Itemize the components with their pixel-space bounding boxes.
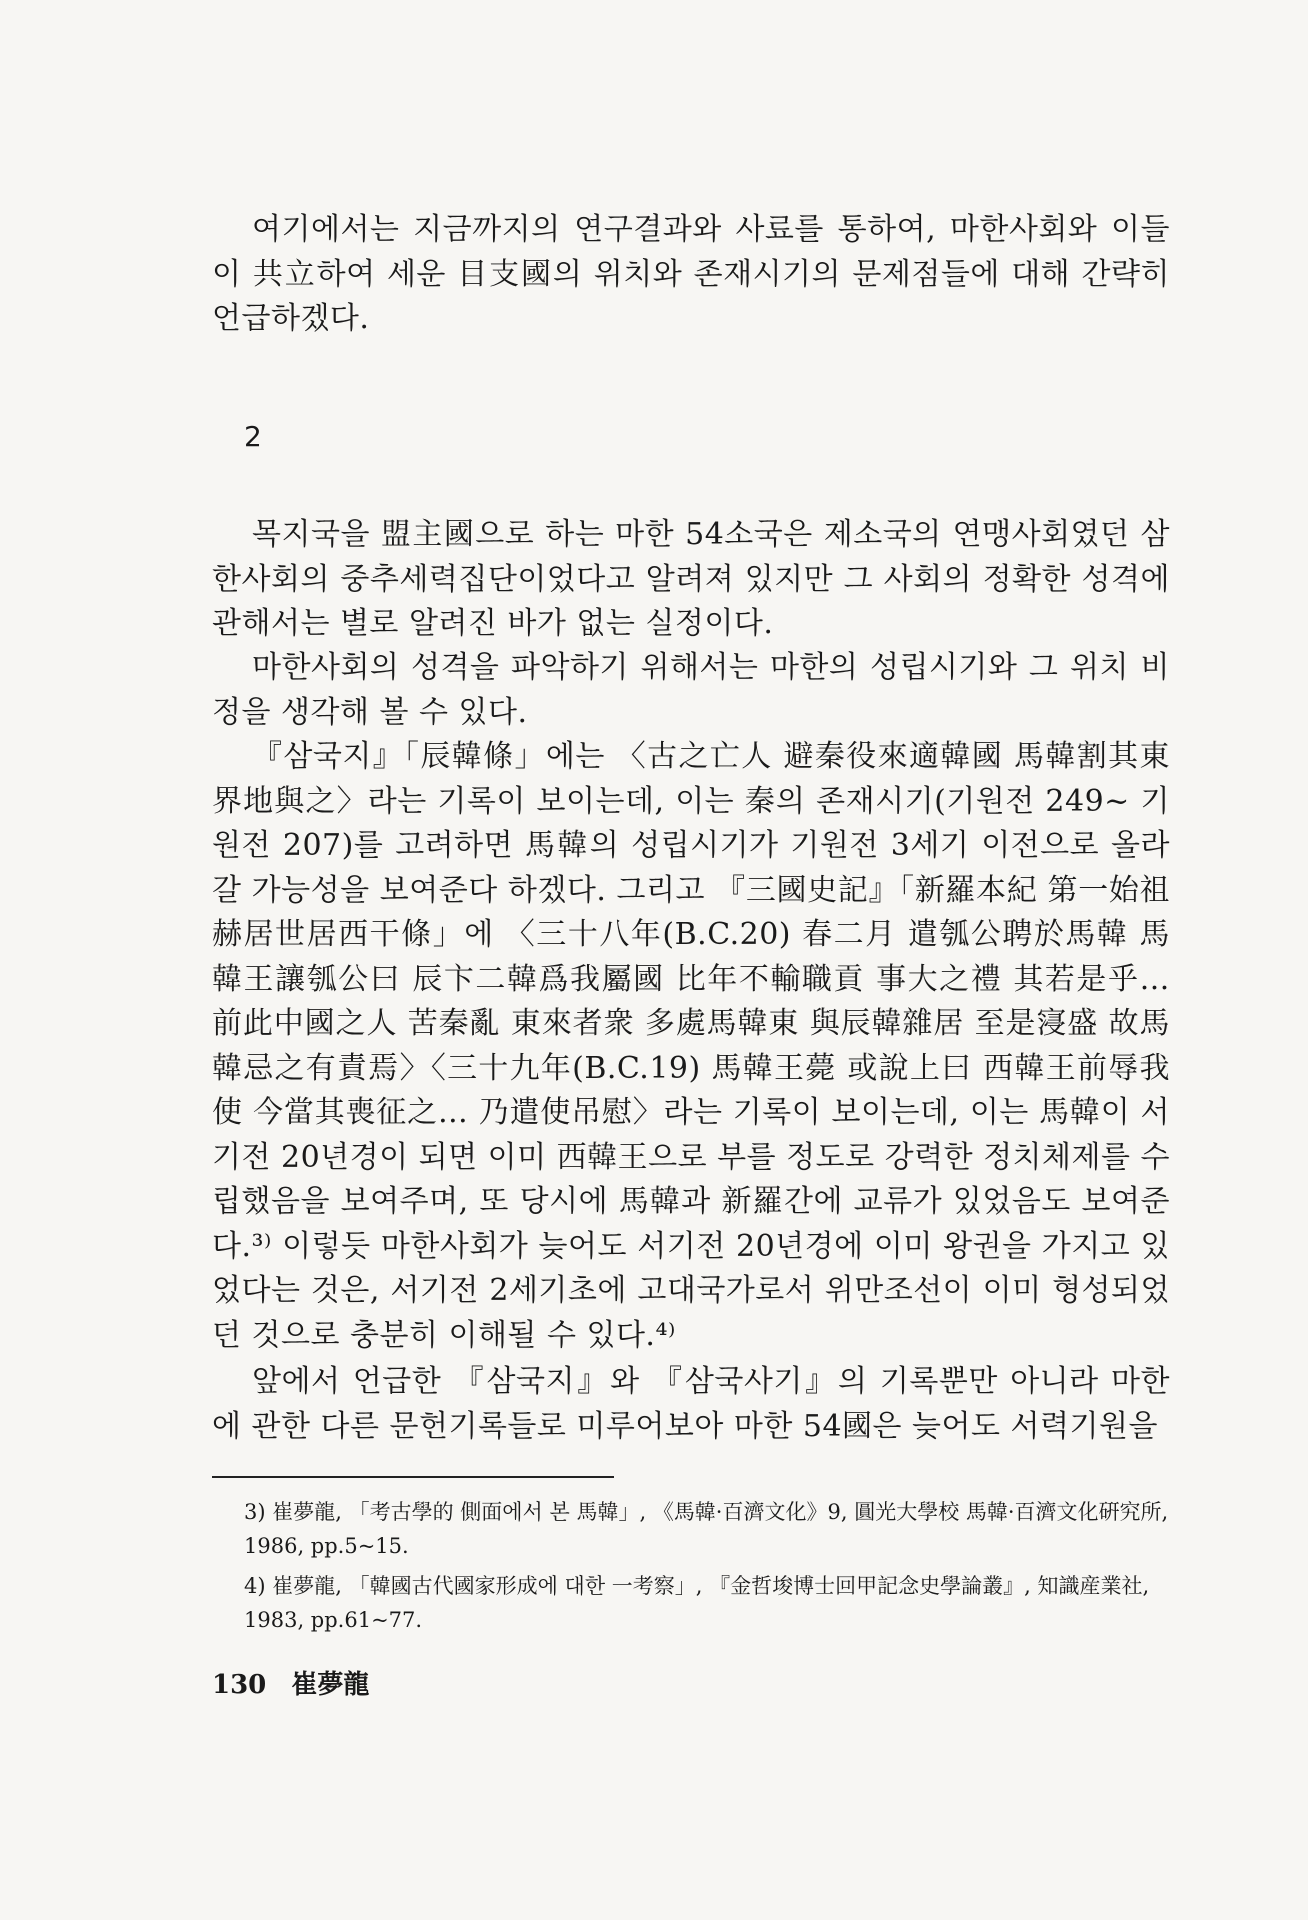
body-paragraph-3: 『삼국지』「辰韓條」에는 〈古之亡人 避秦役來適韓國 馬韓割其東界地與之〉라는 기록이 보이는데, 이는 秦의 존재시기(기원전 249~ 기원전 207)를 고려하면 馬韓의 성립시기가 기원전 3세기 이전으로 올라갈 가능성을 보여준다 하겠다. 그리고 『三國史記』「新羅本紀 第一始祖赫居世居西干條」에 〈三十八年(B.C.20) 春二月 遣瓠公聘於馬韓 馬韓王讓瓠公曰 辰卞二韓爲我屬國 比年不輸職貢 事大之禮 其若是乎… 前此中國之人 苦秦亂 東來者衆 多處馬韓東 與辰韓雜居 至是寖盛 故馬韓忌之有責焉〉〈三十九年(B.C.19) 馬韓王薨 或說上曰 西韓王前辱我使 今當其喪征之… 乃遣使吊慰〉라는 기록이 보이는데, 이는 馬韓이 서기전 20년경이 되면 이미 西韓王으로 부를 정도로 강력한 정치체제를 수립했음을 보여주며, 또 당시에 馬韓과 新羅간에 교류가 있었음도 보여준다.³⁾ 이렇듯 마한사회가 늦어도 서기전 20년경에 이미 왕권을 가지고 있었다는 것은, 서기전 2세기초에 고대국가로서 위만조선이 이미 형성되었던 것으로 충분히 이해될 수 있다.⁴⁾ [212, 739, 1170, 1353]
footnote-3: 3) 崔夢龍, 「考古學的 側面에서 본 馬韓」, 《馬韓·百濟文化》9, 圓光大學校 馬韓·百濟文化硏究所, 1986, pp.5~15. [244, 1500, 1169, 1558]
page-number: 130 [212, 1670, 267, 1700]
footnote-4: 4) 崔夢龍, 「韓國古代國家形成에 대한 一考察」, 『金哲埈博士回甲記念史學論叢』, 知識産業社, 1983, pp.61~77. [244, 1574, 1150, 1632]
body-paragraph-4: 앞에서 언급한 『삼국지』와 『삼국사기』의 기록뿐만 아니라 마한에 관한 다른 문헌기록들로 미루어보아 마한 54國은 늦어도 서력기원을 [212, 1364, 1170, 1444]
body-paragraph-1: 목지국을 盟主國으로 하는 마한 54소국은 제소국의 연맹사회였던 삼한사회의 중추세력집단이었다고 알려져 있지만 그 사회의 정확한 성격에 관해서는 별로 알려진 바가 없는 실정이다. [212, 517, 1170, 641]
footnote-divider [212, 1476, 614, 1478]
running-author: 崔夢龍 [291, 1670, 370, 1700]
body-paragraph-2: 마한사회의 성격을 파악하기 위해서는 마한의 성립시기와 그 위치 비정을 생각해 볼 수 있다. [212, 650, 1170, 730]
intro-paragraph: 여기에서는 지금까지의 연구결과와 사료를 통하여, 마한사회와 이들이 共立하여 세운 目支國의 위치와 존재시기의 문제점들에 대해 간략히 언급하겠다. [212, 212, 1170, 336]
page-footer [212, 1664, 369, 1701]
section-number: 2 [244, 420, 262, 453]
